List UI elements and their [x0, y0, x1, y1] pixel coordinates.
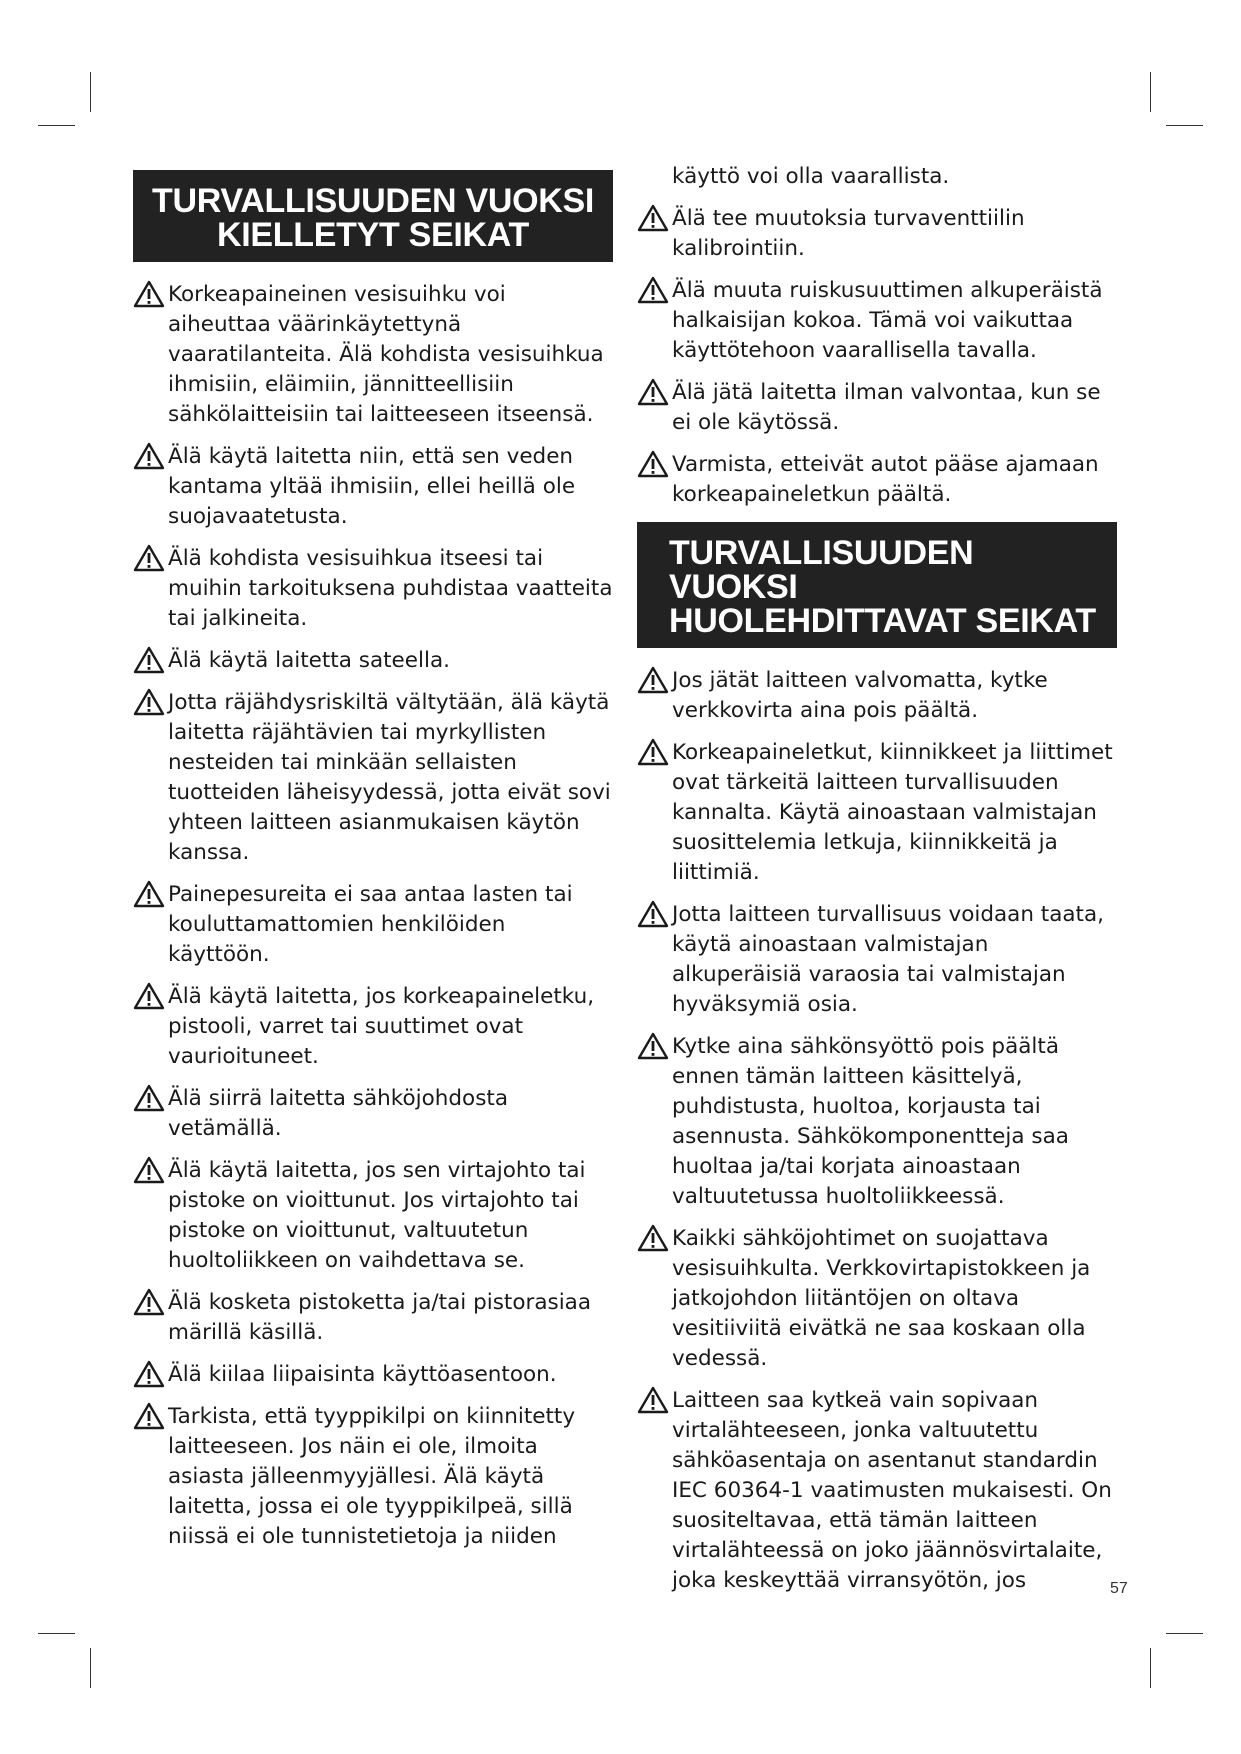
- warning-text: Jotta laitteen turvallisuus voidaan taata, käytä ainoastaan valmistajan alkuperäisiä varaosia tai valmistajan hyväksymiä osia.: [672, 902, 1104, 1017]
- crop-mark: [1150, 72, 1151, 112]
- warning-item: [637, 378, 1117, 438]
- warning-item: [637, 1224, 1117, 1374]
- warning-triangle-icon: [637, 1386, 669, 1414]
- warning-triangle-icon: [637, 738, 669, 766]
- warning-text: Älä kosketa pistoketta ja/tai pistorasiaa märillä käsillä.: [168, 1290, 592, 1345]
- crop-mark: [90, 1648, 91, 1688]
- warning-item: [133, 1084, 613, 1144]
- warning-text: Laitteen saa kytkeä vain sopivaan virtalähteeseen, jonka valtuutettu sähköasentaja on asentanut standardin IEC 60364-1 vaatimusten mukaisesti. On suositeltavaa, että tämän laitteen virtalähteessä on joko jäännösvirtalaite, joka keskeyttää virransyötön, jos: [672, 1388, 1112, 1593]
- warning-triangle-icon: [133, 1360, 165, 1388]
- warning-item: [637, 1032, 1117, 1212]
- warning-triangle-icon: [637, 900, 669, 928]
- warning-text: Älä jätä laitetta ilman valvontaa, kun se ei ole käytössä.: [672, 380, 1101, 435]
- warning-triangle-icon: [133, 1402, 165, 1430]
- warning-text: Älä käytä laitetta, jos korkeapaineletku, pistooli, varret tai suuttimet ovat vaurioituneet.: [168, 984, 595, 1069]
- warning-triangle-icon: [637, 666, 669, 694]
- warning-item: [133, 1402, 613, 1552]
- warning-text: Tarkista, että tyyppikilpi on kiinnitetty laitteeseen. Jos näin ei ole, ilmoita asiasta jälleenmyyjällesi. Älä käytä laitetta, jossa ei ole tyyppikilpeä, sillä niissä ei ole tunnistetietoja ja niiden: [168, 1404, 576, 1549]
- left-column: [133, 160, 613, 1564]
- warning-triangle-icon: [133, 688, 165, 716]
- crop-mark: [38, 125, 75, 126]
- prohibited-list-continued: [637, 204, 1117, 510]
- warning-text: Älä käytä laitetta, jos sen virtajohto tai pistoke on vioittunut. Jos virtajohto tai pistoke on vioittunut, valtuutetun huoltoliikkeen on vaihdettava se.: [168, 1158, 586, 1273]
- warning-item: [133, 442, 613, 532]
- continued-text: käyttö voi olla vaarallista.: [672, 164, 950, 189]
- warning-text: Älä kohdista vesisuihkua itseesi tai muihin tarkoituksena puhdistaa vaatteita tai jalkineita.: [168, 546, 613, 631]
- warning-triangle-icon: [637, 450, 669, 478]
- warning-item: [133, 688, 613, 868]
- warning-triangle-icon: [133, 280, 165, 308]
- warning-item: [637, 204, 1117, 264]
- warning-text: Korkeapaineletkut, kiinnikkeet ja liittimet ovat tärkeitä laitteen turvallisuuden kannalta. Käytä ainoastaan valmistajan suosittelemia letkuja, kiinnikkeitä ja liittimiä.: [672, 740, 1113, 885]
- prohibited-heading: [133, 170, 613, 262]
- crop-mark: [1166, 1633, 1203, 1634]
- warning-text: Älä kiilaa liipaisinta käyttöasentoon.: [168, 1362, 557, 1387]
- warning-triangle-icon: [133, 1084, 165, 1112]
- precautions-list: [637, 666, 1117, 1596]
- warning-text: Kytke aina sähkönsyöttö pois päältä ennen tämän laitteen käsittelyä, puhdistusta, huoltoa, korjausta tai asennusta. Sähkökomponentteja saa huoltaa ja/tai korjata ainoastaan valtuutetussa huoltoliikkeessä.: [672, 1034, 1069, 1209]
- warning-item: [133, 1156, 613, 1276]
- heading-line: TURVALLISUUDEN VUOKSI: [151, 182, 595, 220]
- heading-line: HUOLEHDITTAVAT SEIKAT: [669, 602, 1096, 640]
- warning-triangle-icon: [133, 1288, 165, 1316]
- warning-item: [133, 646, 613, 676]
- warning-text: Korkeapaineinen vesisuihku voi aiheuttaa väärinkäytettynä vaaratilanteita. Älä kohdista vesisuihkua ihmisiin, eläimiin, jännitteellisiin sähkölaitteisiin tai laitteeseen itseensä.: [168, 282, 604, 427]
- warning-triangle-icon: [133, 1156, 165, 1184]
- warning-item: [637, 666, 1117, 726]
- precautions-heading: [637, 522, 1117, 648]
- warning-item: [133, 982, 613, 1072]
- prohibited-list: [133, 280, 613, 1552]
- warning-item: [637, 900, 1117, 1020]
- heading-line: TURVALLISUUDEN VUOKSI: [669, 534, 974, 606]
- crop-mark: [90, 72, 91, 112]
- crop-mark: [1150, 1648, 1151, 1688]
- warning-triangle-icon: [637, 276, 669, 304]
- warning-triangle-icon: [637, 1032, 669, 1060]
- warning-item: [637, 276, 1117, 366]
- warning-triangle-icon: [133, 646, 165, 674]
- warning-triangle-icon: [637, 204, 669, 232]
- warning-item: [133, 280, 613, 430]
- warning-item: [637, 1386, 1117, 1596]
- page-number: 57: [1110, 1580, 1128, 1597]
- warning-triangle-icon: [133, 442, 165, 470]
- warning-text: Älä käytä laitetta niin, että sen veden kantama yltää ihmisiin, ellei heillä ole suojavaatetusta.: [168, 444, 576, 529]
- warning-text: Varmista, etteivät autot pääse ajamaan korkeapaineletkun päältä.: [672, 452, 1099, 507]
- warning-triangle-icon: [637, 1224, 669, 1252]
- warning-triangle-icon: [637, 378, 669, 406]
- warning-item: [133, 1288, 613, 1348]
- warning-triangle-icon: [133, 982, 165, 1010]
- warning-text: Painepesureita ei saa antaa lasten tai kouluttamattomien henkilöiden käyttöön.: [168, 882, 573, 967]
- crop-mark: [38, 1633, 75, 1634]
- warning-triangle-icon: [133, 544, 165, 572]
- right-column: [637, 162, 1117, 1608]
- warning-item: [637, 738, 1117, 888]
- warning-text: Älä siirrä laitetta sähköjohdosta vetämällä.: [168, 1086, 509, 1141]
- warning-item: [133, 1360, 613, 1390]
- warning-text: Kaikki sähköjohtimet on suojattava vesisuihkulta. Verkkovirtapistokkeen ja jatkojohdon liitäntöjen on oltava vesitiiviitä eivätkä ne saa koskaan olla vedessä.: [672, 1226, 1091, 1371]
- heading-line: KIELLETYT SEIKAT: [217, 216, 529, 254]
- warning-text: Älä käytä laitetta sateella.: [168, 648, 450, 673]
- warning-text: Älä tee muutoksia turvaventtiilin kalibrointiin.: [672, 206, 1025, 261]
- warning-item: [637, 450, 1117, 510]
- warning-text: Jotta räjähdysriskiltä vältytään, älä käytä laitetta räjähtävien tai myrkyllisten nesteiden tai minkään sellaisten tuotteiden läheisyydessä, jotta eivät sovi yhteen laitteen asianmukaisen käytön kanssa.: [168, 690, 611, 865]
- warning-item: [133, 880, 613, 970]
- warning-item: [133, 544, 613, 634]
- warning-text: Älä muuta ruiskusuuttimen alkuperäistä halkaisijan kokoa. Tämä voi vaikuttaa käyttötehoon vaarallisella tavalla.: [672, 278, 1103, 363]
- warning-triangle-icon: [133, 880, 165, 908]
- warning-text: Jos jätät laitteen valvomatta, kytke verkkovirta aina pois päältä.: [672, 668, 1048, 723]
- crop-mark: [1166, 125, 1203, 126]
